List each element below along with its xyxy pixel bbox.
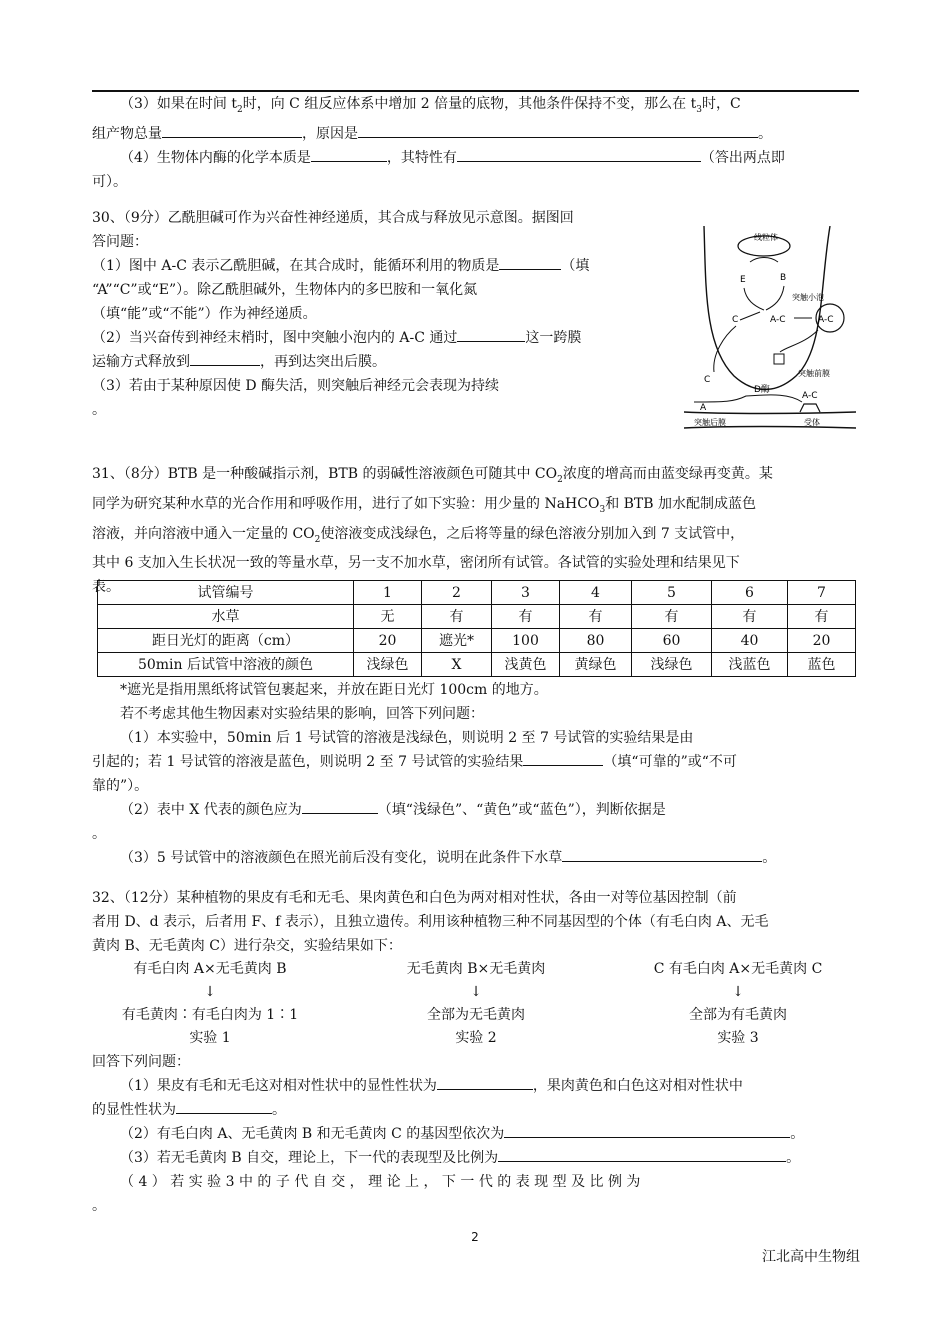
q32-part4: （ 4 ） 若 实 验 3 中 的 子 代 自 交 ， 理 论 上 ， 下 一 代 的 表 现 型 及 比 例 为 bbox=[120, 1174, 641, 1190]
table-cell: 20 bbox=[788, 629, 856, 653]
table-cell: 浅黄色 bbox=[492, 653, 560, 677]
q31-stem bbox=[92, 462, 860, 492]
table-row bbox=[98, 653, 856, 677]
page-number: 2 bbox=[471, 1230, 479, 1244]
subscript: 2 bbox=[314, 534, 321, 545]
q31-stem-3 bbox=[92, 522, 860, 552]
cross-parents: 无毛黄肉 B×无毛黄肉 bbox=[406, 961, 546, 977]
text: 使溶液变成浅绿色，之后将等量的绿色溶液分别加入到 7 支试管中， bbox=[320, 525, 745, 542]
q31-part2-2: 。 bbox=[92, 826, 106, 842]
q31-part1-2 bbox=[92, 750, 860, 774]
label-mitochondrion: 线粒体 bbox=[754, 233, 778, 242]
cross-label: 实验 2 bbox=[455, 1030, 497, 1046]
table-cell: 蓝色 bbox=[788, 653, 856, 677]
text: （4）生物体内酶的化学本质是 bbox=[120, 149, 311, 166]
table-cell: 50min 后试管中溶液的颜色 bbox=[98, 653, 354, 677]
q29-part4-line2: 可）。 bbox=[92, 173, 127, 190]
q30-part2 bbox=[92, 326, 664, 350]
synapse-diagram bbox=[684, 226, 856, 432]
table-cell: 7 bbox=[788, 581, 856, 605]
table-cell: 有 bbox=[632, 605, 712, 629]
q30-part3: （3）若由于某种原因使 D 酶失活，则突触后神经元会表现为持续 bbox=[92, 378, 500, 394]
table-cell: 有 bbox=[560, 605, 632, 629]
table-cell: 浅绿色 bbox=[354, 653, 422, 677]
down-arrow-icon: ↓ bbox=[732, 984, 744, 1000]
q31-part1: （1）本实验中，50min 后 1 号试管的溶液是浅绿色，则说明 2 至 7 号试管的实验结果是由 bbox=[120, 730, 694, 746]
table-cell: 80 bbox=[560, 629, 632, 653]
cross-experiment-1 bbox=[90, 958, 330, 1050]
table-row bbox=[98, 605, 856, 629]
cross-experiment-2 bbox=[356, 958, 596, 1050]
text: （填“浅绿色”、“黄色”或“蓝色”），判断依据是 bbox=[377, 802, 666, 818]
text: （3）5 号试管中的溶液颜色在照光前后没有变化，说明在此条件下水草 bbox=[120, 850, 563, 866]
q32-part1 bbox=[92, 1074, 860, 1098]
text: 和 BTB 加水配制成蓝色 bbox=[605, 495, 757, 512]
q30-part1 bbox=[92, 254, 664, 278]
subscript: 2 bbox=[557, 474, 563, 485]
cross-result: 全部为无毛黄肉 bbox=[427, 1007, 525, 1023]
answer-blank[interactable] bbox=[437, 1074, 533, 1090]
text: ，果肉黄色和白色这对相对性状中 bbox=[532, 1078, 743, 1094]
cross-parents: C 有毛白肉 A×无毛黄肉 C bbox=[653, 961, 823, 977]
q29-part4 bbox=[92, 146, 860, 170]
text: （填“可靠的”或“不可 bbox=[603, 754, 737, 770]
cycle-arrow bbox=[744, 288, 764, 310]
text: （2）当兴奋传到神经末梢时，图中突触小泡内的 A-C 通过 bbox=[92, 330, 458, 346]
text: 这一跨膜 bbox=[525, 330, 582, 346]
text: 。 bbox=[790, 1126, 805, 1142]
table-row bbox=[98, 581, 856, 605]
text: （1）图中 A-C 表示乙酰胆碱，在其合成时，能循环利用的物质是 bbox=[92, 258, 500, 274]
subscript: 3 bbox=[599, 504, 606, 515]
table-cell: 有 bbox=[422, 605, 492, 629]
q30-part1-2: “A”“C”或“E”）。除乙酰胆碱外，生物体内的多巴胺和一氧化氮 bbox=[92, 282, 478, 298]
experiment-table bbox=[97, 580, 856, 677]
answer-blank[interactable] bbox=[499, 254, 561, 270]
table-cell: 6 bbox=[712, 581, 788, 605]
label-b: B bbox=[780, 273, 787, 283]
answer-blank[interactable] bbox=[457, 326, 525, 342]
label-vesicle: 突触小泡 bbox=[792, 293, 824, 302]
cross-label: 实验 1 bbox=[189, 1030, 231, 1046]
text: 时，向 C 组反应体系中增加 2 倍量的底物，其他条件保持不变，那么在 t bbox=[242, 96, 697, 112]
text: 。 bbox=[758, 125, 772, 142]
q31-part1-3: 靠的”）。 bbox=[92, 778, 149, 794]
q32-stem: 32、（12分）某种植物的果皮有毛和无毛、果肉黄色和白色为两对相对性状，各由一对等位基因控制（前 bbox=[92, 890, 737, 906]
answer-blank[interactable] bbox=[457, 146, 701, 162]
text: （1）果皮有毛和无毛这对相对性状中的显性性状为 bbox=[120, 1078, 437, 1094]
question-32-parts bbox=[92, 1050, 860, 1218]
label-c: C bbox=[732, 315, 739, 325]
arrow-line bbox=[740, 312, 760, 320]
q30-part3-2: 。 bbox=[92, 402, 106, 418]
q31-intro: 若不考虑其他生物因素对实验结果的影响，回答下列问题： bbox=[120, 706, 484, 722]
answer-blank[interactable] bbox=[498, 1146, 786, 1162]
q31-stem-2 bbox=[92, 492, 860, 522]
table-row bbox=[98, 629, 856, 653]
label-postsynaptic: 突触后膜 bbox=[694, 418, 726, 427]
q32-part3 bbox=[92, 1146, 860, 1170]
text: （3）如果在时间 t bbox=[120, 96, 237, 112]
table-cell: 浅蓝色 bbox=[712, 653, 788, 677]
q30-stem: 30、（9分）乙酰胆碱可作为兴奋性神经递质，其合成与释放见示意图。据图回 bbox=[92, 210, 574, 226]
cleft-arrow bbox=[694, 395, 802, 402]
text: 同学为研究某种水草的光合作用和呼吸作用，进行了如下实验：用少量的 NaHCO bbox=[92, 495, 600, 512]
q30-part2-2 bbox=[92, 350, 664, 374]
cross-experiment-3 bbox=[618, 958, 858, 1050]
answer-blank[interactable] bbox=[562, 846, 762, 862]
table-cell: 黄绿色 bbox=[560, 653, 632, 677]
label-ac: A-C bbox=[770, 315, 786, 325]
table-cell: 有 bbox=[788, 605, 856, 629]
table-cell: 浅绿色 bbox=[632, 653, 712, 677]
q32-part2 bbox=[92, 1122, 860, 1146]
q29-part3-line2 bbox=[92, 122, 860, 146]
text: 浓度的增高而由蓝变绿再变黄。某 bbox=[562, 466, 773, 482]
subscript: 2 bbox=[236, 104, 243, 115]
q30-part1-3: （填“能”或“不能”）作为神经递质。 bbox=[92, 306, 317, 322]
table-cell: 遮光* bbox=[422, 629, 492, 653]
text: 31、（8分）BTB 是一种酸碱指示剂，BTB 的弱碱性溶液颜色可随其中 CO bbox=[92, 466, 558, 482]
text: ，其特性有 bbox=[386, 149, 457, 166]
cross-label: 实验 3 bbox=[717, 1030, 759, 1046]
answer-blank[interactable] bbox=[162, 122, 302, 138]
receptor-shape bbox=[800, 404, 820, 412]
q31-stem-5: 表。 bbox=[92, 579, 120, 596]
q31-part2 bbox=[92, 798, 860, 822]
q31-stem-4: 其中 6 支加入生长状况一致的等量水草，另一支不加水草，密闭所有试管。各试管的实验处理和结果见下 bbox=[92, 555, 740, 572]
text: （填 bbox=[561, 258, 590, 274]
label-receptor: 受体 bbox=[804, 418, 820, 427]
table-cell: 2 bbox=[422, 581, 492, 605]
postsynaptic-membrane bbox=[684, 412, 856, 414]
label-ac-cleft: A-C bbox=[802, 391, 818, 401]
answer-blank[interactable] bbox=[523, 750, 603, 766]
q31-part3 bbox=[92, 846, 860, 870]
answer-blank[interactable] bbox=[311, 146, 387, 162]
axon-terminal-outline bbox=[704, 226, 830, 390]
text: 。 bbox=[272, 1102, 286, 1118]
text: 引起的；若 1 号试管的溶液是蓝色，则说明 2 至 7 号试管的实验结果 bbox=[92, 754, 524, 770]
answer-blank[interactable] bbox=[302, 798, 378, 814]
text: ，再到达突出后膜。 bbox=[260, 354, 386, 370]
question-31 bbox=[92, 462, 860, 599]
text: 运输方式释放到 bbox=[92, 354, 190, 370]
question-31-parts bbox=[92, 678, 860, 870]
table-cell: 无 bbox=[354, 605, 422, 629]
q32-part4-2: 。 bbox=[92, 1198, 106, 1214]
table-note: *遮光是指用黑纸将试管包裹起来，并放在距日光灯 100cm 的地方。 bbox=[120, 682, 548, 698]
label-ac-vesicle: A-C bbox=[818, 315, 834, 325]
q32-stem-2: 者用 D、d 表示，后者用 F、f 表示），且独立遗传。利用该种植物三种不同基因型的个体（有毛白肉 A、无毛 bbox=[92, 914, 769, 930]
subscript: 3 bbox=[696, 104, 702, 115]
table-cell: 3 bbox=[492, 581, 560, 605]
q32-part1-2 bbox=[92, 1098, 860, 1122]
cross-result: 有毛黄肉∶有毛白肉为 1∶1 bbox=[121, 1007, 299, 1023]
footer-group-name: 江北高中生物组 bbox=[762, 1249, 860, 1265]
answer-blank[interactable] bbox=[358, 122, 758, 138]
cycle-arrow bbox=[766, 286, 784, 310]
text: 的显性性状为 bbox=[92, 1102, 176, 1118]
text: （答出两点即 bbox=[700, 149, 785, 166]
label-a: A bbox=[700, 403, 707, 413]
label-c-cleft: C bbox=[704, 375, 711, 385]
down-arrow-icon: ↓ bbox=[204, 984, 216, 1000]
table-cell: X bbox=[422, 653, 492, 677]
table-cell: 60 bbox=[632, 629, 712, 653]
text: （2）有毛白肉 A、无毛黄肉 B 和无毛黄肉 C 的基因型依次为 bbox=[120, 1126, 505, 1142]
label-presynaptic: 突触前膜 bbox=[798, 369, 830, 378]
question-30 bbox=[92, 206, 664, 422]
down-arrow-icon: ↓ bbox=[470, 984, 482, 1000]
table-cell: 距日光灯的距离（cm） bbox=[98, 629, 354, 653]
answer-blank[interactable] bbox=[176, 1098, 272, 1114]
q32-stem-3: 黄肉 B、无毛黄肉 C）进行杂交，实验结果如下： bbox=[92, 938, 402, 954]
answer-blank[interactable] bbox=[190, 350, 260, 366]
cross-parents: 有毛白肉 A×无毛黄肉 B bbox=[133, 961, 287, 977]
q30-stem-2: 答问题： bbox=[92, 234, 148, 250]
table-cell: 20 bbox=[354, 629, 422, 653]
table-cell: 水草 bbox=[98, 605, 354, 629]
q29-part3 bbox=[92, 92, 860, 122]
text: 溶液，并向溶液中通入一定量的 CO bbox=[92, 525, 315, 542]
text: 时，C bbox=[701, 96, 741, 112]
text: （2）表中 X 代表的颜色应为 bbox=[120, 802, 302, 818]
answer-blank[interactable] bbox=[504, 1122, 790, 1138]
table-cell: 有 bbox=[712, 605, 788, 629]
release-site bbox=[774, 354, 784, 364]
table-cell: 试管编号 bbox=[98, 581, 354, 605]
text: 。 bbox=[786, 1150, 801, 1166]
text: 组产物总量 bbox=[92, 125, 162, 142]
question-32 bbox=[92, 886, 860, 958]
text: ，原因是 bbox=[302, 125, 358, 142]
cross-result: 全部为有毛黄肉 bbox=[689, 1007, 787, 1023]
label-d-enzyme: D酶 bbox=[754, 385, 770, 395]
cycle-arrow bbox=[750, 258, 778, 263]
table-cell: 1 bbox=[354, 581, 422, 605]
table-cell: 4 bbox=[560, 581, 632, 605]
text: （3）若无毛黄肉 B 自交，理论上，下一代的表现型及比例为 bbox=[120, 1150, 499, 1166]
text: 。 bbox=[762, 850, 777, 866]
q32-ask: 回答下列问题： bbox=[92, 1054, 190, 1070]
question-29-continued bbox=[92, 92, 860, 194]
table-cell: 100 bbox=[492, 629, 560, 653]
label-e: E bbox=[740, 275, 746, 285]
table-cell: 40 bbox=[712, 629, 788, 653]
table-cell: 5 bbox=[632, 581, 712, 605]
table-cell: 有 bbox=[492, 605, 560, 629]
